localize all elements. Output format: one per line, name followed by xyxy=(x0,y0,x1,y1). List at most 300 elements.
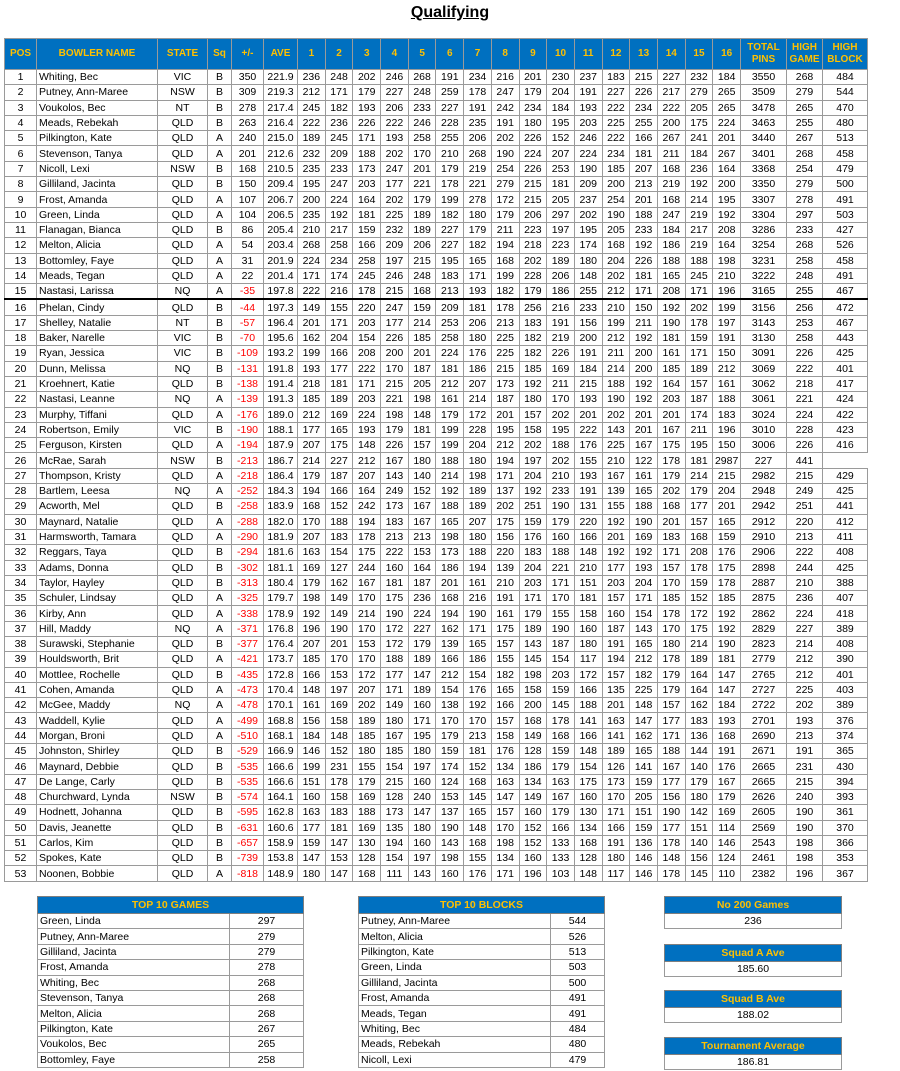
table-cell: 246 xyxy=(381,268,409,283)
table-cell: 242 xyxy=(353,499,381,514)
table-cell: 138 xyxy=(436,698,464,713)
bowler-name-cell: Ferguson, Kirsten xyxy=(37,438,158,453)
table-cell: 202 xyxy=(547,407,575,422)
table-row xyxy=(5,376,868,391)
table-cell: QLD xyxy=(158,667,208,682)
table-row xyxy=(5,606,868,621)
table-cell: QLD xyxy=(158,131,208,146)
table-cell: 168 xyxy=(436,591,464,606)
table-cell: 203 xyxy=(547,667,575,682)
table-cell: 374 xyxy=(823,728,868,743)
table-cell: 181 xyxy=(713,652,741,667)
table-cell: 178 xyxy=(436,177,464,192)
stat-label: Squad B Ave xyxy=(665,991,842,1008)
bowler-name-cell: Pilkington, Kate xyxy=(37,131,158,146)
table-row xyxy=(5,361,868,376)
table-cell: 350 xyxy=(232,70,264,85)
table-cell: 180 xyxy=(657,636,685,651)
column-header: 16 xyxy=(713,39,741,70)
table-cell: 256 xyxy=(787,299,823,315)
table-cell: 198 xyxy=(436,529,464,544)
table-cell: -371 xyxy=(232,621,264,636)
table-cell: 256 xyxy=(519,299,547,315)
table-cell: 177 xyxy=(602,560,630,575)
table-cell: 31 xyxy=(232,253,264,268)
table-cell: 177 xyxy=(298,422,326,437)
table-cell: 177 xyxy=(381,315,409,330)
table-cell: 170 xyxy=(657,575,685,590)
table-cell: 193 xyxy=(574,100,602,115)
table-cell: 214 xyxy=(464,392,492,407)
table-cell: 248 xyxy=(787,268,823,283)
value-cell: 268 xyxy=(230,1006,304,1021)
table-cell: 200 xyxy=(519,698,547,713)
table-cell: 268 xyxy=(408,70,436,85)
table-cell: 133 xyxy=(547,851,575,866)
table-cell: 5 xyxy=(5,131,37,146)
table-cell: 137 xyxy=(436,805,464,820)
table-cell: 160 xyxy=(519,851,547,866)
table-cell: 167 xyxy=(657,422,685,437)
table-cell: 161 xyxy=(630,468,658,483)
table-cell: B xyxy=(208,851,232,866)
table-cell: 207 xyxy=(547,146,575,161)
table-row xyxy=(5,422,868,437)
table-cell: 181 xyxy=(630,146,658,161)
table-cell: 201 xyxy=(630,192,658,207)
table-cell: 149 xyxy=(325,591,353,606)
table-cell: 160.6 xyxy=(264,820,298,835)
column-header: BOWLER NAME xyxy=(37,39,158,70)
table-cell: 226 xyxy=(519,131,547,146)
column-header: TOTAL PINS xyxy=(741,39,787,70)
table-cell: 178 xyxy=(685,315,713,330)
table-cell: 214 xyxy=(685,636,713,651)
table-cell: 173 xyxy=(381,805,409,820)
table-cell: 175 xyxy=(657,438,685,453)
table-cell: 403 xyxy=(823,682,868,697)
table-cell: -258 xyxy=(232,499,264,514)
stat-box xyxy=(664,944,842,977)
bowler-name-cell: Maynard, Natalie xyxy=(37,514,158,529)
table-cell: 159 xyxy=(630,774,658,789)
table-cell: 213 xyxy=(408,529,436,544)
table-cell: NSW xyxy=(158,453,208,468)
table-cell: 157 xyxy=(685,514,713,529)
table-cell: 235 xyxy=(298,207,326,222)
table-cell: B xyxy=(208,85,232,100)
table-cell: QLD xyxy=(158,529,208,544)
value-cell: 258 xyxy=(230,1052,304,1067)
table-cell: 211 xyxy=(657,146,685,161)
table-cell: 181 xyxy=(630,268,658,283)
table-cell: 6 xyxy=(5,146,37,161)
table-cell: 189 xyxy=(325,392,353,407)
table-cell: 206 xyxy=(464,315,492,330)
table-cell: 153 xyxy=(353,636,381,651)
table-cell: 167 xyxy=(353,575,381,590)
table-cell: 124 xyxy=(713,851,741,866)
table-cell: -57 xyxy=(232,315,264,330)
table-cell: 309 xyxy=(232,85,264,100)
table-cell: 204 xyxy=(547,85,575,100)
bowler-name-cell: Putney, Ann-Maree xyxy=(37,85,158,100)
table-cell: 41 xyxy=(5,682,37,697)
table-cell: 479 xyxy=(823,161,868,176)
table-cell: 192 xyxy=(630,331,658,346)
table-cell: 28 xyxy=(5,484,37,499)
table-cell: 3156 xyxy=(741,299,787,315)
bowler-name-cell: Hill, Maddy xyxy=(37,621,158,636)
table-cell: QLD xyxy=(158,575,208,590)
table-cell: 185 xyxy=(602,161,630,176)
table-cell: 201 xyxy=(630,407,658,422)
table-cell: 190 xyxy=(787,805,823,820)
table-cell: QLD xyxy=(158,222,208,237)
table-cell: 200 xyxy=(630,346,658,361)
list-item xyxy=(38,990,304,1005)
table-cell: 114 xyxy=(713,820,741,835)
list-item xyxy=(359,944,605,959)
table-cell: 175 xyxy=(491,514,519,529)
table-cell: 213 xyxy=(436,284,464,300)
table-cell: B xyxy=(208,376,232,391)
table-cell: 390 xyxy=(823,652,868,667)
table-cell: 205.4 xyxy=(264,222,298,237)
table-cell: 180 xyxy=(464,529,492,544)
table-cell: 153.8 xyxy=(264,851,298,866)
table-cell: 168 xyxy=(657,499,685,514)
table-cell: 176.8 xyxy=(264,621,298,636)
table-row xyxy=(5,70,868,85)
table-cell: B xyxy=(208,545,232,560)
table-cell: 184 xyxy=(547,100,575,115)
table-cell: 203 xyxy=(602,575,630,590)
table-cell: B xyxy=(208,774,232,789)
table-cell: 154 xyxy=(574,759,602,774)
table-cell: 192 xyxy=(630,545,658,560)
table-cell: QLD xyxy=(158,560,208,575)
table-cell: 226 xyxy=(787,438,823,453)
table-cell: 139 xyxy=(602,484,630,499)
table-cell: 189 xyxy=(602,744,630,759)
table-cell: 224 xyxy=(787,606,823,621)
table-cell: 155 xyxy=(574,453,602,468)
table-cell: 227 xyxy=(381,85,409,100)
table-cell: 221 xyxy=(787,392,823,407)
column-header: 7 xyxy=(464,39,492,70)
table-cell: 183 xyxy=(519,545,547,560)
table-cell: 154 xyxy=(353,331,381,346)
table-cell: 3350 xyxy=(741,177,787,192)
table-cell: 172 xyxy=(491,192,519,207)
table-cell: 216.4 xyxy=(264,115,298,130)
list-item xyxy=(359,1006,605,1021)
table-cell: 192 xyxy=(713,621,741,636)
table-cell: 31 xyxy=(5,529,37,544)
table-cell: 213 xyxy=(381,529,409,544)
table-cell: 258 xyxy=(408,131,436,146)
table-cell: 175 xyxy=(353,545,381,560)
table-cell: 222 xyxy=(298,284,326,300)
table-cell: 226 xyxy=(630,85,658,100)
table-cell: QLD xyxy=(158,652,208,667)
table-cell: 227 xyxy=(787,621,823,636)
table-cell: VIC xyxy=(158,331,208,346)
table-cell: 206 xyxy=(408,238,436,253)
name-cell: Voukolos, Bec xyxy=(38,1037,230,1052)
table-cell: 201 xyxy=(713,131,741,146)
table-cell: 181 xyxy=(657,331,685,346)
table-cell: 2823 xyxy=(741,636,787,651)
table-cell: 134 xyxy=(574,820,602,835)
stat-box xyxy=(664,896,842,929)
table-cell: 170 xyxy=(353,652,381,667)
table-cell: 189 xyxy=(519,621,547,636)
table-cell: 195 xyxy=(298,177,326,192)
table-row xyxy=(5,866,868,881)
table-cell: 224 xyxy=(787,407,823,422)
table-cell: 191 xyxy=(574,484,602,499)
column-header: 9 xyxy=(519,39,547,70)
table-cell: 178 xyxy=(657,606,685,621)
bowler-name-cell: McGee, Maddy xyxy=(37,698,158,713)
table-cell: 155 xyxy=(353,759,381,774)
table-cell: 200 xyxy=(630,361,658,376)
table-cell: 195 xyxy=(547,115,575,130)
table-cell: 210 xyxy=(787,575,823,590)
table-cell: 202 xyxy=(353,70,381,85)
table-row xyxy=(5,698,868,713)
table-cell: -421 xyxy=(232,652,264,667)
column-header: 12 xyxy=(602,39,630,70)
table-cell: 163 xyxy=(547,774,575,789)
value-cell: 503 xyxy=(551,960,605,975)
table-cell: 157 xyxy=(657,560,685,575)
table-cell: 161 xyxy=(464,575,492,590)
table-cell: 171 xyxy=(464,268,492,283)
table-cell: 183 xyxy=(713,407,741,422)
table-cell: 156 xyxy=(574,315,602,330)
bowler-name-cell: Houldsworth, Brit xyxy=(37,652,158,667)
table-cell: 242 xyxy=(491,100,519,115)
table-cell: 194 xyxy=(491,453,519,468)
table-cell: A xyxy=(208,284,232,300)
bowler-name-cell: Bartlem, Leesa xyxy=(37,484,158,499)
table-cell: 172 xyxy=(464,407,492,422)
table-cell: QLD xyxy=(158,253,208,268)
table-cell: 1 xyxy=(5,70,37,85)
table-cell: 194 xyxy=(464,560,492,575)
table-cell: 267 xyxy=(713,146,741,161)
table-cell: NQ xyxy=(158,284,208,300)
table-cell: 425 xyxy=(823,346,868,361)
table-cell: 186.4 xyxy=(264,468,298,483)
table-cell: 202 xyxy=(574,207,602,222)
table-cell: 160 xyxy=(381,560,409,575)
table-cell: 226 xyxy=(519,161,547,176)
table-cell: 220 xyxy=(353,299,381,315)
table-cell: A xyxy=(208,484,232,499)
list-item xyxy=(38,929,304,944)
table-cell: 259 xyxy=(436,85,464,100)
table-cell: 215 xyxy=(630,70,658,85)
table-cell: 164 xyxy=(657,376,685,391)
column-header: POS xyxy=(5,39,37,70)
table-cell: 226 xyxy=(547,346,575,361)
table-cell: 183 xyxy=(519,315,547,330)
table-cell: -574 xyxy=(232,789,264,804)
table-cell: 175 xyxy=(325,438,353,453)
table-cell: 181 xyxy=(436,361,464,376)
table-cell: 171 xyxy=(491,468,519,483)
table-cell: 472 xyxy=(823,299,868,315)
table-cell: 192 xyxy=(464,698,492,713)
table-cell: 188 xyxy=(574,698,602,713)
table-cell: 190 xyxy=(657,315,685,330)
table-cell: QLD xyxy=(158,835,208,850)
table-cell: 154 xyxy=(325,545,353,560)
table-cell: 204 xyxy=(602,253,630,268)
table-cell: 204 xyxy=(713,484,741,499)
bowler-name-cell: Mottlee, Rochelle xyxy=(37,667,158,682)
table-cell: 179 xyxy=(519,85,547,100)
table-cell: 154 xyxy=(381,851,409,866)
table-cell: 192 xyxy=(602,545,630,560)
table-cell: 147 xyxy=(298,851,326,866)
table-row xyxy=(5,713,868,728)
table-cell: 199 xyxy=(436,438,464,453)
value-cell: 268 xyxy=(230,990,304,1005)
table-cell: 183 xyxy=(436,268,464,283)
table-cell: 38 xyxy=(5,636,37,651)
table-cell: 201.9 xyxy=(264,253,298,268)
table-cell: QLD xyxy=(158,468,208,483)
table-cell: 228 xyxy=(464,422,492,437)
table-cell: 171 xyxy=(298,268,326,283)
table-cell: 170 xyxy=(491,820,519,835)
table-cell: 2605 xyxy=(741,805,787,820)
table-cell: 279 xyxy=(491,177,519,192)
table-cell: 211 xyxy=(630,315,658,330)
table-cell: 154 xyxy=(547,652,575,667)
table-cell: 180 xyxy=(353,744,381,759)
table-cell: 212 xyxy=(602,284,630,300)
table-cell: QLD xyxy=(158,268,208,283)
table-cell: 185 xyxy=(657,361,685,376)
table-cell: 168 xyxy=(547,728,575,743)
table-cell: 207 xyxy=(464,376,492,391)
table-cell: 201 xyxy=(298,315,326,330)
table-cell: VIC xyxy=(158,422,208,437)
table-cell: 212.6 xyxy=(264,146,298,161)
list-item xyxy=(359,1021,605,1036)
table-cell: 194 xyxy=(491,238,519,253)
table-cell: 424 xyxy=(823,392,868,407)
table-cell: 255 xyxy=(630,115,658,130)
bowler-name-cell: Nastasi, Leanne xyxy=(37,392,158,407)
table-cell: 193 xyxy=(298,361,326,376)
table-cell: 178 xyxy=(325,774,353,789)
table-cell: 170 xyxy=(547,392,575,407)
table-cell: 225 xyxy=(381,207,409,222)
table-cell: 186.7 xyxy=(264,453,298,468)
table-cell: 201 xyxy=(325,636,353,651)
table-cell: 17 xyxy=(5,315,37,330)
table-cell: 162 xyxy=(298,331,326,346)
table-cell: 148 xyxy=(298,682,326,697)
table-cell: 203.4 xyxy=(264,238,298,253)
table-cell: 248 xyxy=(325,70,353,85)
bowler-name-cell: Meads, Tegan xyxy=(37,268,158,283)
table-cell: 212 xyxy=(630,652,658,667)
table-cell: -535 xyxy=(232,759,264,774)
bowler-name-cell: Surawski, Stephanie xyxy=(37,636,158,651)
table-cell: 155 xyxy=(464,851,492,866)
table-cell: 158 xyxy=(519,682,547,697)
table-cell: 168 xyxy=(519,713,547,728)
table-cell: 175 xyxy=(381,591,409,606)
table-cell: NQ xyxy=(158,621,208,636)
table-cell: -252 xyxy=(232,484,264,499)
table-cell: 171 xyxy=(519,591,547,606)
name-cell: Gilliland, Jacinta xyxy=(38,944,230,959)
table-cell: 248 xyxy=(408,268,436,283)
table-cell: 16 xyxy=(5,299,37,315)
table-cell: 171 xyxy=(630,284,658,300)
table-cell: 187 xyxy=(602,621,630,636)
table-cell: B xyxy=(208,453,232,468)
table-cell: 2569 xyxy=(741,820,787,835)
table-cell: 185 xyxy=(298,652,326,667)
table-cell: 141 xyxy=(574,713,602,728)
table-cell: 159 xyxy=(353,222,381,237)
table-cell: 199 xyxy=(298,346,326,361)
bowler-name-cell: Schuler, Lindsay xyxy=(37,591,158,606)
table-cell: 180 xyxy=(519,392,547,407)
table-cell: 408 xyxy=(823,545,868,560)
table-cell: 190 xyxy=(602,207,630,222)
table-cell: QLD xyxy=(158,407,208,422)
table-cell: 206 xyxy=(464,131,492,146)
table-cell: 219 xyxy=(547,331,575,346)
table-row xyxy=(5,805,868,820)
table-cell: 11 xyxy=(5,222,37,237)
table-cell: 4 xyxy=(5,115,37,130)
table-cell: 188 xyxy=(630,207,658,222)
table-cell: 26 xyxy=(5,453,37,468)
value-cell: 491 xyxy=(551,990,605,1005)
table-cell: 166.6 xyxy=(264,774,298,789)
table-cell: 207 xyxy=(464,514,492,529)
table-cell: 179.7 xyxy=(264,591,298,606)
table-cell: 176 xyxy=(519,529,547,544)
table-cell: 172 xyxy=(685,606,713,621)
table-cell: 467 xyxy=(823,284,868,300)
name-cell: Green, Linda xyxy=(359,960,551,975)
table-cell: 366 xyxy=(823,835,868,850)
page-title: Qualifying xyxy=(410,4,490,21)
table-cell: 389 xyxy=(823,621,868,636)
table-cell: 179 xyxy=(408,192,436,207)
table-cell: 143 xyxy=(630,621,658,636)
table-cell: A xyxy=(208,268,232,283)
table-cell: 225 xyxy=(630,682,658,697)
table-cell: 500 xyxy=(823,177,868,192)
table-cell: 411 xyxy=(823,529,868,544)
table-cell: B xyxy=(208,315,232,330)
table-cell: -818 xyxy=(232,866,264,881)
